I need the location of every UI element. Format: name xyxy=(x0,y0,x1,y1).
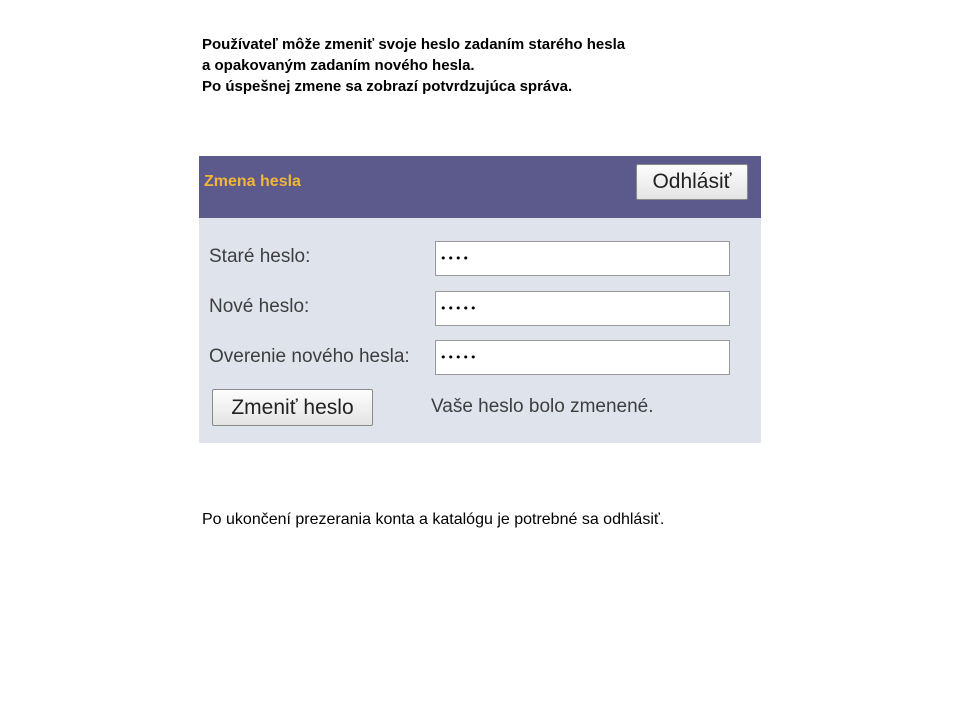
old-password-label: Staré heslo: xyxy=(209,246,311,267)
panel-title: Zmena hesla xyxy=(204,173,301,190)
confirm-password-input[interactable] xyxy=(435,340,730,375)
intro-line-1: Používateľ môže zmeniť svoje heslo zadaním starého hesla xyxy=(202,36,626,53)
logout-button[interactable]: Odhlásiť xyxy=(636,164,748,200)
new-password-label: Nové heslo: xyxy=(209,296,310,317)
intro-text xyxy=(202,34,762,97)
change-password-panel xyxy=(199,156,761,443)
outro-text: Po ukončení prezerania konta a katalógu je potrebné sa odhlásiť. xyxy=(202,511,665,528)
panel-header xyxy=(199,156,761,218)
old-password-input[interactable] xyxy=(435,241,730,276)
change-password-button[interactable]: Zmeniť heslo xyxy=(212,389,373,426)
intro-line-2: a opakovaným zadaním nového hesla. xyxy=(202,57,475,74)
new-password-input[interactable] xyxy=(435,291,730,326)
intro-line-3: Po úspešnej zmene sa zobrazí potvrdzujúca správa. xyxy=(202,78,573,95)
status-message: Vaše heslo bolo zmenené. xyxy=(431,396,654,417)
confirm-password-label: Overenie nového hesla: xyxy=(209,346,410,367)
